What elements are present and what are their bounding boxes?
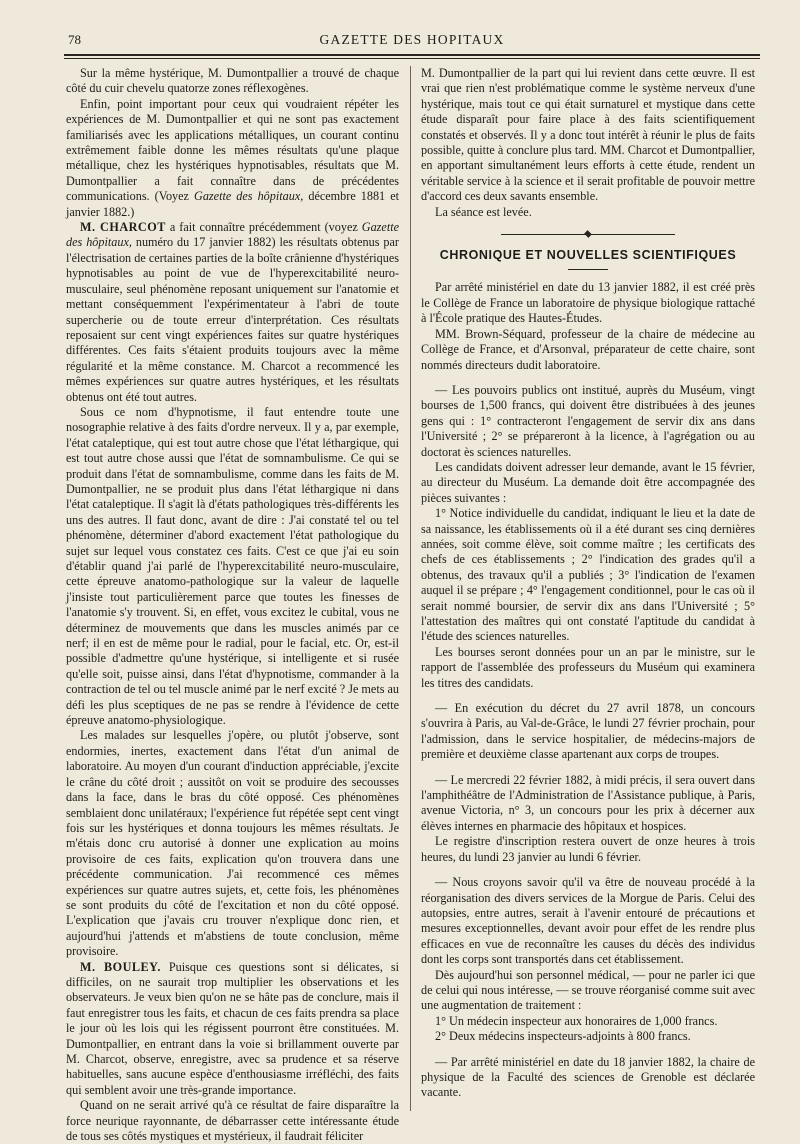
right-column xyxy=(421,66,755,1116)
paragraph: Sur la même hystérique, M. Dumontpallier a trouvé de chaque côté du cuir chevelu quatorze zones réflexogènes. xyxy=(66,66,399,96)
paragraph: M. BOULEY. Puisque ces questions sont si délicates, si difficiles, on ne saurait trop multiplier les observations et les observateurs. Je veux bien qu'on ne se hâte pas de conclure, mais il faut enregistrer tous les faits, et chacun de ces faits prendra sa place le jour où les lois qui les régissent pourront être constituées. M. Dumontpallier, en entrant dans la voie si brillamment ouverte par M. Charcot, observe, enregistre, avec sa prudence et sa réserve habituelles, sans aucune espèce d'enthousiasme irréfléchi, des faits qui semblent avoir une très-grande importance. xyxy=(66,959,399,1097)
paragraph: 1° Un médecin inspecteur aux honoraires de 1,000 francs. xyxy=(435,1013,718,1028)
reference: Gazette des hôpitaux, xyxy=(194,189,304,204)
paragraph: Dès aujourd'hui son personnel médical, — pour ne parler ici que de celui qui nous intéresse, — se trouve réorganisé comme suit avec une augmentation de traitement : xyxy=(421,967,755,1013)
short-rule xyxy=(568,269,608,270)
left-column xyxy=(66,66,400,1144)
header-rule xyxy=(64,54,760,56)
paragraph: MM. Brown-Séquard, professeur de la chaire de médecine au Collège de France, et d'Arsonval, préparateur de cette chaire, sont nommés directeurs dudit laboratoire. xyxy=(421,326,755,372)
column-divider xyxy=(410,66,411,1111)
reference: Gazette des hôpitaux, xyxy=(66,220,400,250)
paragraph: Le registre d'inscription restera ouvert de onze heures à trois heures, du lundi 23 janvier au lundi 6 février. xyxy=(421,834,755,864)
paragraph: 1° Notice individuelle du candidat, indiquant le lieu et la date de sa naissance, les établissements où il a été durant ses cinq dernières années, soit comme élève, soit comme maître ; les certificats des chefs de ces établissements ; 2° l'indication des grades qu'il a obtenus, des travaux qu'il a publiés ; 3° l'indication de l'examen auquel il se prépare ; 4° l'engagement conditionnel, pour le cas où il serait nommé boursier, de servir dix ans dans l'Université ; 5° l'attestation des maîtres qui ont constaté l'aptitude du candidat à l'étude des sciences naturelles. xyxy=(421,506,755,644)
header-rule-thin xyxy=(64,58,760,59)
paragraph: Les malades sur lesquelles j'opère, ou plutôt j'observe, sont endormies, inertes, exactement dans l'état d'un animal de laboratoire. Au moyen d'un courant d'induction appréciable, j'excite le crâne du côté droit ; aussitôt on voit se produire des secousses dans la face, dans le bras du côté opposé. Ces phénomènes semblaient donc unilatéraux; l'expérience fut répétée sept cent vingt fois sur les hystériques et donna toujours les mêmes résultats. Je m'étais donc cru autorisé à donner une explication au moins provisoire de ces faits, explication qu'on trouvera dans une précédente communication. J'ai recommencé ces mêmes expériences sur quatre autres sujets, et, cette fois, les phénomènes se sont produits du côté de l'excitation et non du côté opposé. L'explication que j'avais cru trouver n'explique donc rien, et aujourd'hui j'attends et m'abstiens de toute conclusion, même provisoire. xyxy=(66,728,399,959)
paragraph: — Les pouvoirs publics ont institué, auprès du Muséum, vingt bourses de 1,500 francs, qui doivent être distribuées à des jeunes gens qui : 1° contracteront l'engagement de servir dix ans dans l'Université ; 2° se prépareront à la licence, à l'agrégation ou au doctorat ès sciences naturelles. xyxy=(421,382,755,459)
section-title: CHRONIQUE ET NOUVELLES SCIENTIFIQUES xyxy=(439,248,737,263)
speaker-name: M. CHARCOT xyxy=(80,220,166,235)
paragraph: — Le mercredi 22 février 1882, à midi précis, il sera ouvert dans l'amphithéâtre de l'Administration de l'Assistance publique, à Paris, avenue Victoria, n° 3, un concours pour les prix à décerner aux élèves internes en pharmacie des hôpitaux et hospices. xyxy=(421,772,755,833)
paragraph: Les candidats doivent adresser leur demande, avant le 15 février, au directeur du Muséum. La demande doit être accompagnée des pièces suivantes : xyxy=(421,459,755,505)
ornament-separator xyxy=(421,230,755,238)
page-number: 78 xyxy=(68,32,81,47)
paragraph: La séance est levée. xyxy=(435,204,532,219)
journal-title: GAZETTE DES HOPITAUX xyxy=(319,32,505,47)
paragraph: Les bourses seront données pour un an par le ministre, sur le rapport de l'assemblée des professeurs du Muséum qui examinera les titres des candidats. xyxy=(421,644,755,690)
paragraph: Enfin, point important pour ceux qui voudraient répéter les expériences de M. Dumontpallier et qui ne sont pas exactement familiarisés avec les applications métalliques, un courant continu extrêmement faible donne les mêmes résultats qu'une plaque métallique, chez les hystériques hypnotisables, résultats que M. Dumontpallier a fait connaître dans de précédentes communications. (Voyez Gazette des hôpitaux, décembre 1881 et janvier 1882.) xyxy=(66,96,399,219)
paragraph: Quand on ne serait arrivé qu'à ce résultat de faire disparaître la force neurique rayonnante, de débarrasser cette intéressante étude de tous ses côtés mystiques et mystérieux, il faudrait féliciter xyxy=(66,1098,399,1144)
paragraph: — Nous croyons savoir qu'il va être de nouveau procédé à la réorganisation des divers services de la Morgue de Paris. Celui des autopsies, entre autres, serait à l'avenir entouré de précautions et mesures exceptionnelles, devant avoir pour effet de les rendre plus efficaces en vue de reconnaître les causes du décès des individus dont les corps sont transportés dans cet établissement. xyxy=(421,875,755,967)
page-header xyxy=(64,30,760,52)
paragraph: M. Dumontpallier de la part qui lui revient dans cette œuvre. Il est vrai que rien n'est problématique comme le système nerveux d'une hystérique, mais tout ce qui était surnaturel et mystique dans cette étude disparaît pour faire place à des faits scientifiquement constatés et observés. Il y a donc tout intérêt à réunir le plus de faits possible, quitte à conclure plus tard. MM. Charcot et Dumontpallier, en apportant simultanément leurs efforts à cette étude, rendent un véritable service à la science et il serait profitable de pouvoir mettre d'accord ces deux savants ensemble. xyxy=(421,66,755,204)
paragraph: Sous ce nom d'hypnotisme, il faut entendre toute une nosographie relative à des faits d'ordre nerveux. Il y a, par exemple, l'état cataleptique, qui est tout autre chose que l'état léthargique, qui est tout autre chose aussi que l'état de somnambulisme. Ce qui se produit dans l'état de somnambulisme, comme dans les faits de M. Dumontpallier, ne se produit plus dans l'état léthargique ni dans l'état cataleptique. Il s'agit là d'états pathologiques très-différents les uns des autres. Il faut donc, avant de dire : J'ai constaté tel ou tel phénomène, déterminer d'abord exactement l'état pathologique du sujet sur lequel vous constatez ces faits. C'est ce que j'ai eu soin d'établir quand j'ai parlé de l'hyperexcitabilité neuro-musculaire, cette épreuve anatomo-pathologique sur la valeur de laquelle j'insiste tout particulièrement parce que toutes les finesses de l'anatomie s'y trouvent. Si, en effet, vous excitez le cubital, vous ne déterminez de mouvements que dans les muscles animés par ce nerf; il en est de même pour le radial, pour le facial, etc. Or, est-il possible d'admettre qu'une hystérique, si intelligente et si rusée qu'elle soit, puisse ainsi, dans l'état d'hypnotisme, commander à la contraction de tel ou tel muscle animé par le nerf excité ? Je mets au défi les plus sceptiques de ne pas se rendre à l'évidence de cette épreuve anatomo-physiologique. xyxy=(66,404,399,728)
paragraph: M. CHARCOT a fait connaître précédemment (voyez Gazette des hôpitaux, numéro du 17 janvier 1882) les résultats obtenus par l'électrisation de certaines parties de la boîte crânienne d'hystériques hypnotisables au point de vue de l'hyperexcitabilité neuro-musculaire, seul phénomène reposant uniquement sur l'anatomie et mettant conséquemment l'expérimentateur à l'abri de toute supercherie ou de toute erreur d'interprétation. Ces résultats reposaient sur cent vingt expériences faites sur quatre hystériques différentes. Ces faits s'étaient produits toujours avec la même régularité et la même constance. M. Charcot a recommencé les mêmes expériences sur quatre autres hystériques, et les résultats obtenus ont été tout autres. xyxy=(66,220,400,404)
paragraph: — Par arrêté ministériel en date du 18 janvier 1882, la chaire de physique de la Faculté des sciences de Grenoble est déclarée vacante. xyxy=(421,1054,755,1100)
paragraph: Par arrêté ministériel en date du 13 janvier 1882, il est créé près le Collège de France un laboratoire de physique biologique rattaché à l'École pratique des Hautes-Études. xyxy=(421,280,755,326)
paragraph: 2° Deux médecins inspecteurs-adjoints à 800 francs. xyxy=(435,1029,691,1044)
paragraph: — En exécution du décret du 27 avril 1878, un concours s'ouvrira à Paris, au Val-de-Grâce, le lundi 27 février prochain, pour l'admission, dans le service hospitalier, de médecins-majors de première et deuxième classe apartenant aux corps de troupes. xyxy=(421,701,755,762)
speaker-name: M. BOULEY. xyxy=(80,959,161,974)
